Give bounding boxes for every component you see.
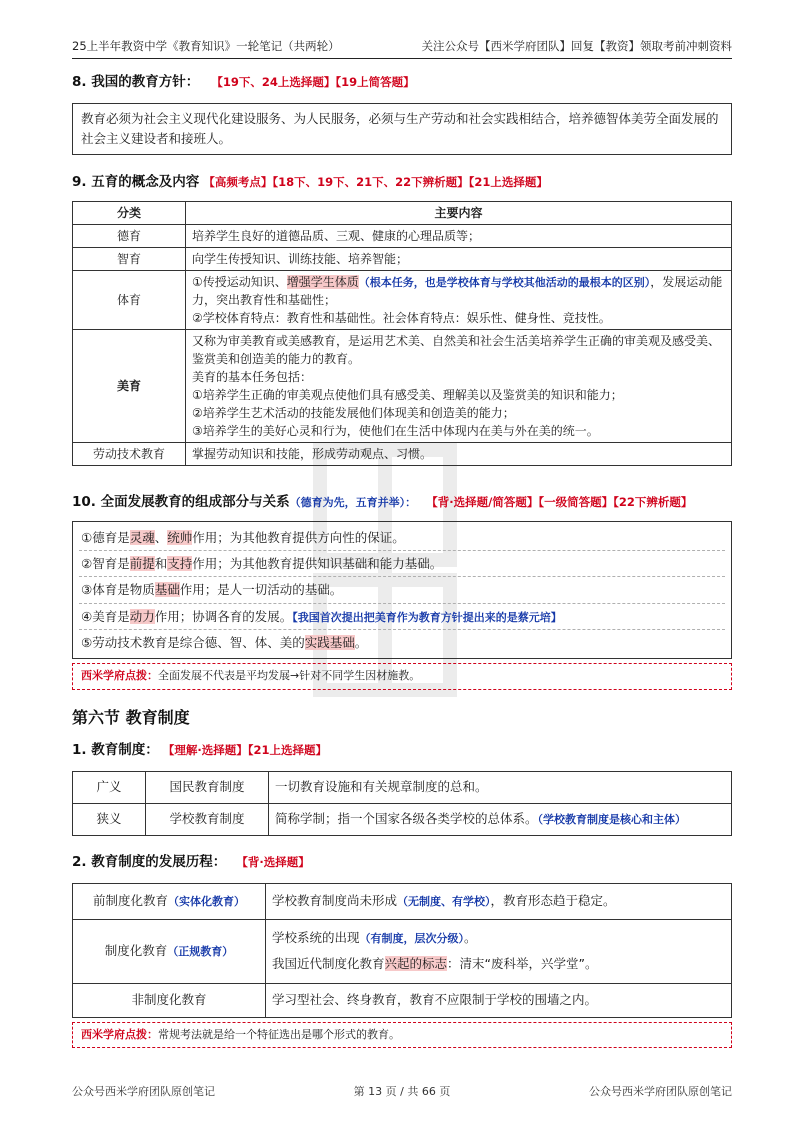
meiyu-line1: 又称为审美教育或美感教育，是运用艺术美、自然美和社会生活美培养学生正确的审美观及感受美、鉴赏美和创造美的能力的教育。 [192,334,721,366]
narrow-note: （学校教育制度是核心和主体） [537,812,687,826]
page-footer [72,1084,732,1104]
i4-post: 作用；协调各育的发展。 [154,608,293,624]
i2-mid: 和 [154,555,168,571]
q8-title: 8. 我国的教育方针： [72,74,200,90]
row-name-narrow: 学校教育制度 [146,803,269,835]
q10-section [72,492,732,690]
row-content-inst [266,919,732,983]
i3-post: 作用；是人一切活动的基础。 [179,582,343,598]
table-row [73,330,732,443]
meiyu-line4: ②培养学生艺术活动的技能发展他们体现美和创造美的能力； [192,406,515,420]
inst-l1end: 。 [464,929,477,945]
edu-system-table [72,771,732,836]
q10-title: 10. 全面发展教育的组成部分与关系 [72,494,290,510]
list-item [79,577,725,603]
inst-l1note: （有制度，层次分级） [359,931,465,945]
inst-l1: 学校系统的出现 [272,929,360,945]
tiyu-line1-suffix: ，发展运动能力，突出教育性和基础性； [192,274,723,307]
i1-pre: ①德育是 [81,529,130,545]
row-name-inst [73,919,266,983]
row-content-broad: 一切教育设施和有关规章制度的总和。 [269,771,732,803]
table-row [73,983,732,1017]
pre-note: （实体化教育） [168,894,245,908]
list-item [79,604,725,630]
q1-tags: 【理解·选择题】【21上选择题】 [162,743,327,757]
q8-tags: 【19下、24上选择题】【19上简答题】 [211,75,415,89]
i2-post: 作用；为其他教育提供知识基础和能力基础。 [192,555,443,571]
narrow-content: 简称学制；指一个国家各级各类学校的总体系。 [275,810,538,826]
q1-title: 1. 教育制度： [72,742,159,758]
q2-title: 2. 教育制度的发展历程： [72,854,227,870]
q1-section [72,740,732,836]
pre-c1: 学校教育制度尚未形成 [272,892,398,908]
table-row [73,443,732,466]
q10-note: （德育为先，五育并举）： [289,496,417,509]
inst-note: （正规教育） [167,944,234,958]
pre-name: 前制度化教育 [92,892,168,908]
inst-l2pre: 我国近代制度化教育 [272,956,385,971]
i1-mid: 、 [154,529,168,545]
tiyu-highlight: 增强学生体质 [286,274,359,289]
pre-c1note: （无制度、有学校） [397,894,491,908]
i2-pre: ②智育是 [81,555,130,571]
inst-name: 制度化教育 [104,942,168,958]
tiyu-line2: ②学校体育特点：教育性和基础性。社会体育特点：娱乐性、健身性、竞技性。 [192,311,611,325]
q9-tags: 【高频考点】【18下、19下、21下、22下辨析题】【21上选择题】 [203,175,548,189]
q2-tags: 【背·选择题】 [236,855,310,869]
five-education-table [72,201,732,467]
inst-l2hl: 兴起的标志 [384,956,448,971]
table-row [73,883,732,919]
table-header-row [73,201,732,224]
section6-heading [72,706,732,730]
i4-note: 【我国首次提出把美育作为教育方针提出来的是蔡元培】 [292,610,562,624]
i5-pre: ⑤劳动技术教育是综合德、智、体、美的 [81,635,305,650]
q8-section [72,72,732,155]
i3-hl1: 基础 [154,582,180,598]
q8-content-box [72,103,732,155]
q2-tip-label: 西米学府点拨： [81,1027,158,1041]
tiyu-note: （根本任务，也是学校体育与学校其他活动的最根本的区别） [358,275,651,289]
list-item [79,630,725,655]
i1-hl1: 灵魂 [129,529,155,545]
q10-tip-label: 西米学府点拨： [81,669,158,683]
table-row [73,247,732,270]
q2-tip-box [72,1022,732,1049]
row-content-laodong: 掌握劳动知识和技能，形成劳动观点、习惯。 [186,443,732,466]
meiyu-line2: 美育的基本任务包括： [192,370,313,384]
table-row [73,803,732,835]
table-header-content: 主要内容 [186,201,732,224]
footer-right: 公众号西米学府团队原创笔记 [589,1085,732,1098]
q10-tip-text: 全面发展不代表是平均发展→针对不同学生因材施教。 [158,669,421,683]
table-row [73,270,732,330]
page-header [72,36,732,59]
section6-title: 第六节 教育制度 [72,708,190,727]
row-content-zhiyu: 向学生传授知识、训练技能、培养智能； [186,247,732,270]
q10-tip-box [72,663,732,690]
table-row [73,919,732,983]
inst-l2post: ：清末“废科举，兴学堂”。 [447,956,598,971]
row-name-broad: 国民教育制度 [146,771,269,803]
i4-pre: ④美育是 [81,608,130,624]
i5-hl1: 实践基础 [304,635,355,650]
row-content-narrow [269,803,732,835]
footer-left: 公众号西米学府团队原创笔记 [72,1085,215,1098]
i2-hl2: 支持 [167,555,193,571]
row-content-tiyu [186,270,732,330]
header-right: 关注公众号【西米学府团队】回复【教资】领取考前冲刺资料 [421,39,732,53]
pre-c2: ，教育形态趋于稳定。 [490,892,616,908]
row-name-zhiyu: 智育 [73,247,186,270]
row-content-pre [266,883,732,919]
q2-tip-text: 常规考法就是给一个特征选出是哪个形式的教育。 [158,1027,400,1041]
q8-content: 教育必须为社会主义现代化建设服务、为人民服务，必须与生产劳动和社会实践相结合，培养德智体美劳全面发展的社会主义建设者和接班人。 [81,110,719,146]
meiyu-line5: ③培养学生的美好心灵和行为，使他们在生活中体现内在美与外在美的统一。 [192,424,599,438]
row-name-laodong: 劳动技术教育 [73,443,186,466]
list-item [79,525,725,551]
i2-hl1: 前提 [129,555,155,571]
meiyu-line3: ①培养学生正确的审美观点使他们具有感受美、理解美以及鉴赏美的知识和能力； [192,388,623,402]
footer-page-number: 第 13 页 / 共 66 页 [353,1085,451,1098]
q10-list-box [72,521,732,660]
q2-section [72,852,732,1048]
table-row [73,224,732,247]
table-header-category: 分类 [73,201,186,224]
i1-hl2: 统帅 [167,529,193,545]
tiyu-line1-prefix: ①传授运动知识、 [192,274,287,289]
list-item [79,551,725,577]
row-name-tiyu: 体育 [73,270,186,330]
q9-section [72,172,732,466]
row-type-narrow: 狭义 [73,803,146,835]
q10-tags: 【背·选择题/简答题】【一级简答题】【22下辨析题】 [426,495,693,509]
row-content-deyu: 培养学生良好的道德品质、三观、健康的心理品质等； [186,224,732,247]
row-type-broad: 广义 [73,771,146,803]
q9-title: 9. 五育的概念及内容 [72,174,200,190]
header-left: 25上半年教资中学《教育知识》一轮笔记（共两轮） [72,39,340,53]
table-row [73,771,732,803]
row-name-pre [73,883,266,919]
row-content-non: 学习型社会、终身教育，教育不应限制于学校的围墙之内。 [266,983,732,1017]
edu-history-table [72,883,732,1018]
i4-hl1: 动力 [129,608,155,624]
i3-pre: ③体育是物质 [81,582,155,598]
i5-post: 。 [354,635,368,650]
i1-post: 作用；为其他教育提供方向性的保证。 [192,529,405,545]
row-name-deyu: 德育 [73,224,186,247]
row-name-meiyu: 美育 [73,330,186,443]
row-name-non: 非制度化教育 [73,983,266,1017]
row-content-meiyu [186,330,732,443]
